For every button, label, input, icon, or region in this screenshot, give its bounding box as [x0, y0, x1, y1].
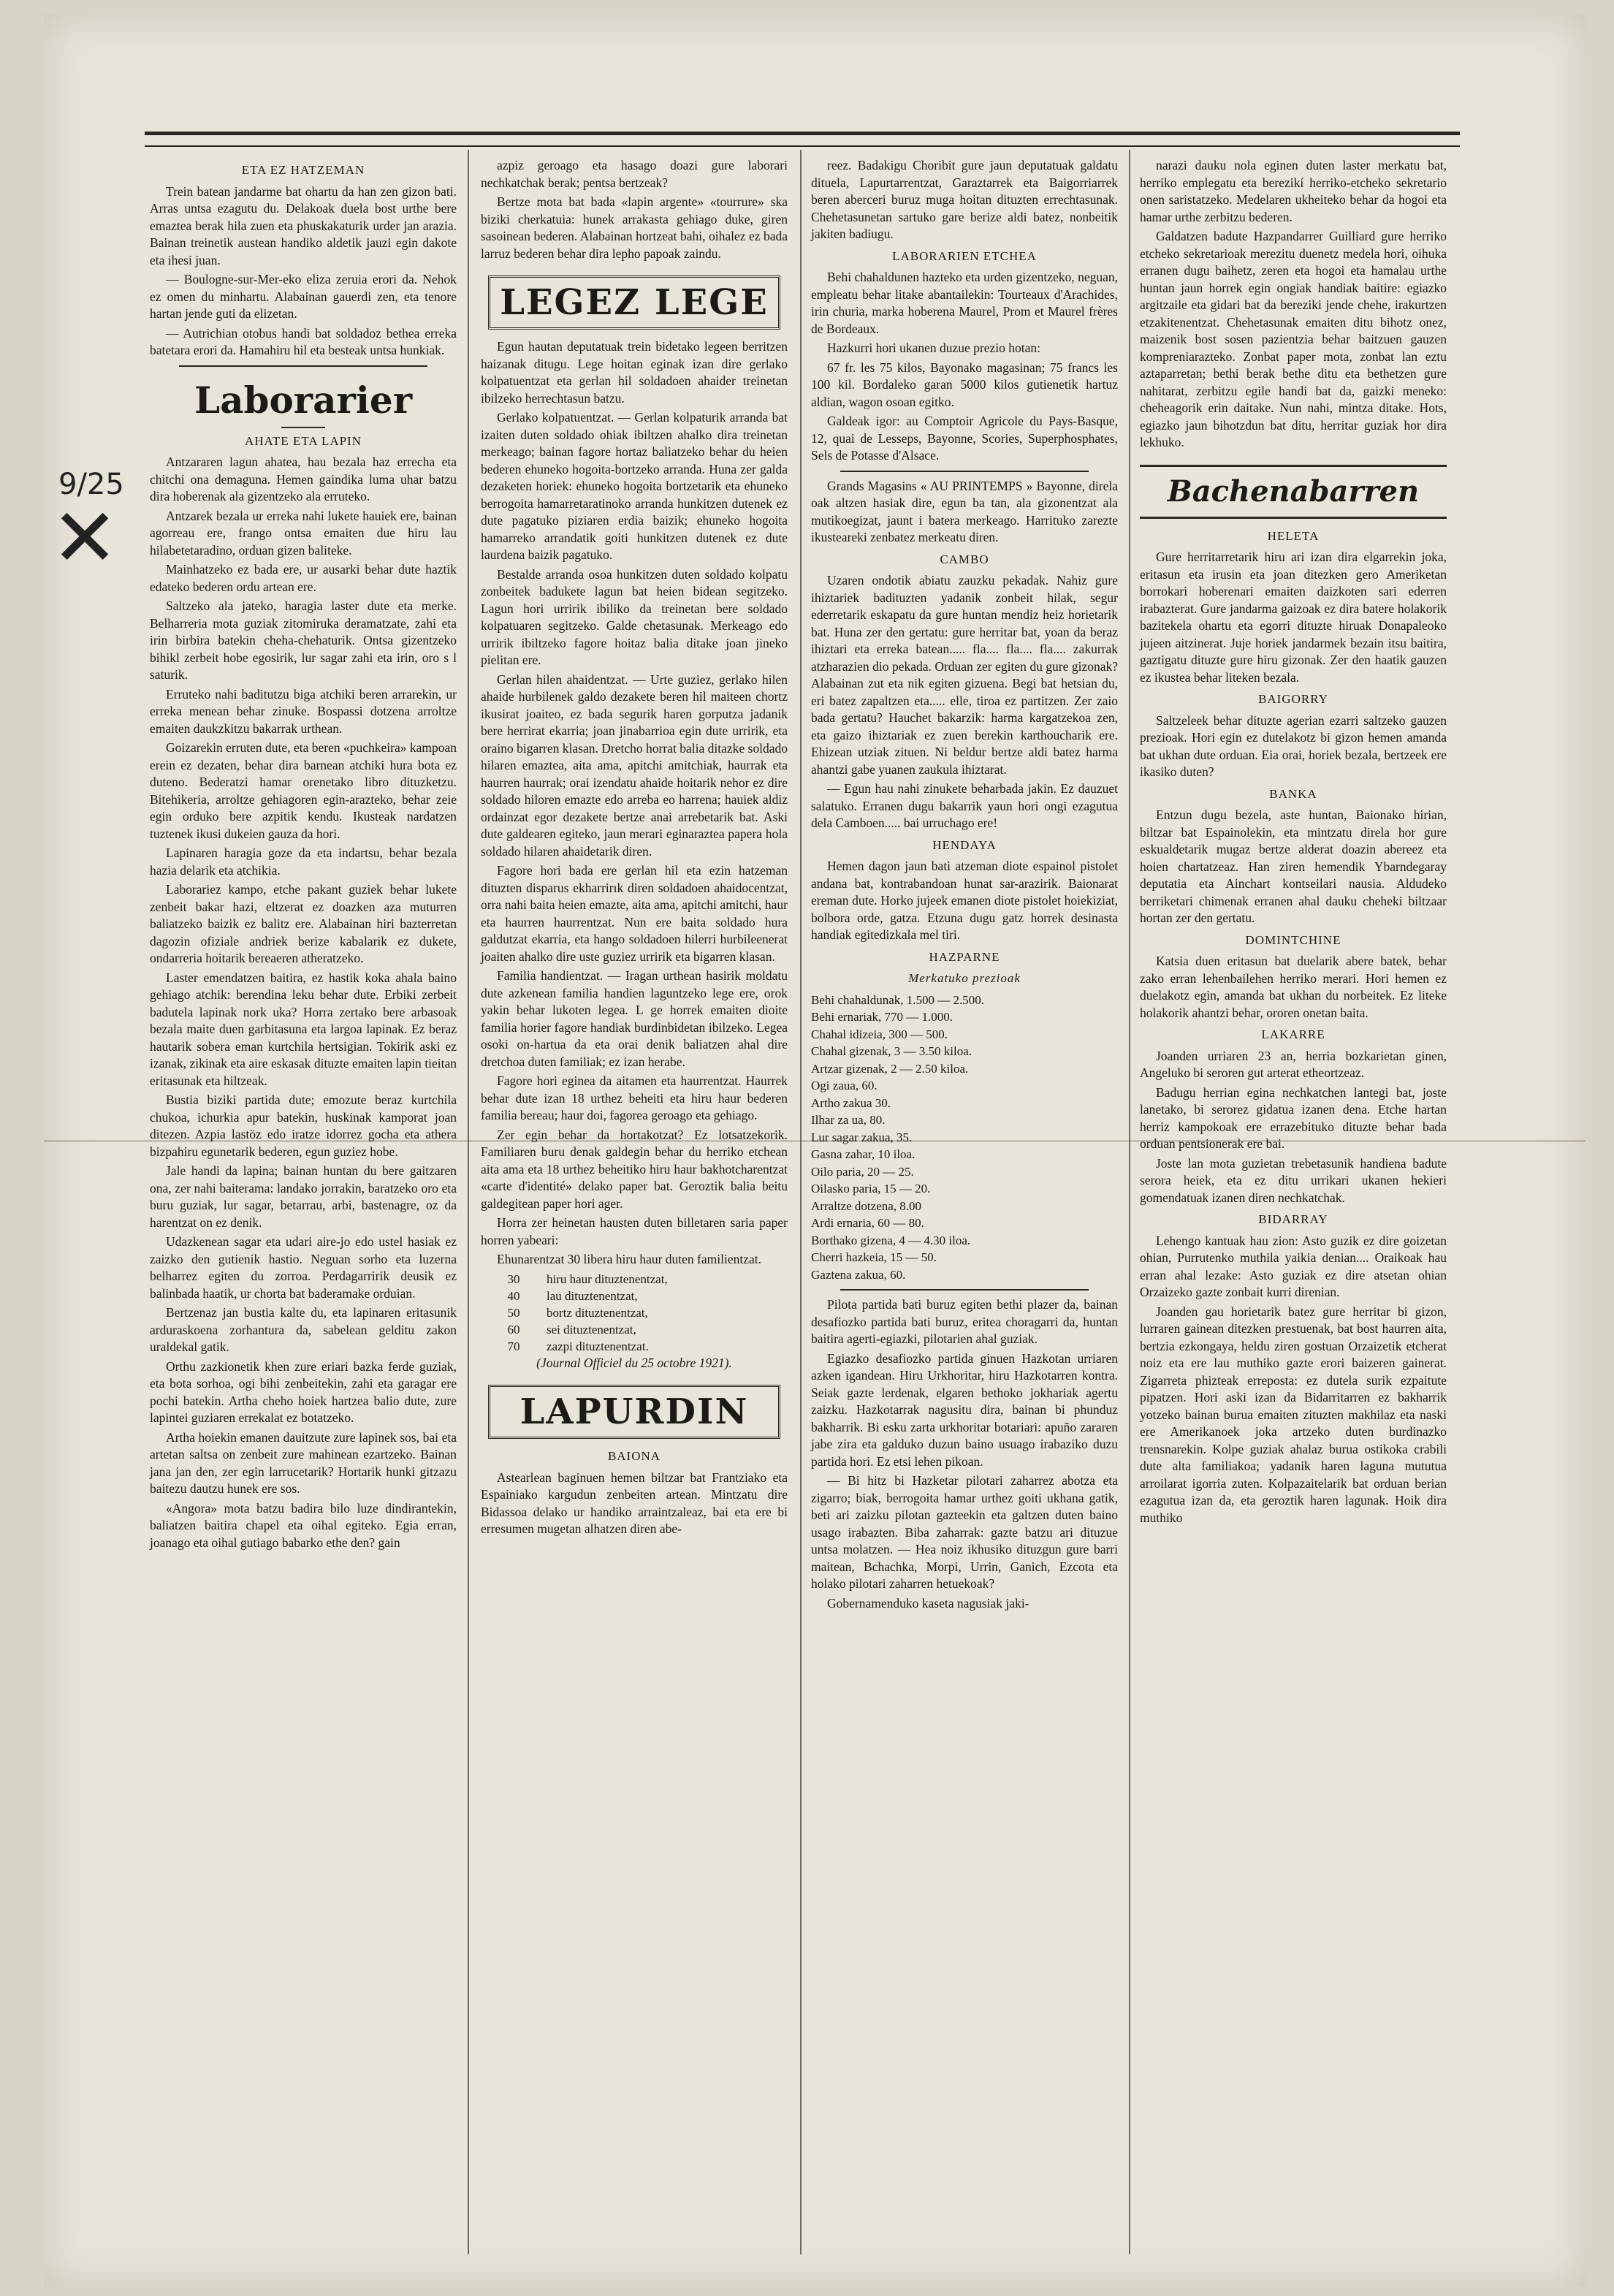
paragraph: Gobernamenduko kaseta nagusiak jaki- — [827, 1595, 1029, 1611]
paragraph: Bertze mota bat bada «lapin argente» «tourrure» ska biziki cherkatuia: hunek arrakasta gehiago duke, giren sasoinean bederen. Alabainan hortzeat bahi, oihalez ez bada larruz bederen behar dira lepho papoak zaindu. — [481, 194, 788, 261]
paragraph: Artha hoiekin emanen dauitzute zure lapinek sos, bai eta artetan saltsa on zenbeit zure mahinean ezartzeko. Bainan jana jan den, zer egin larrucetarik? Hortarik hunki gitzazu baitezu dautzu hunek ere sos. — [150, 1429, 457, 1496]
fare-text: bortz dituztenentzat, — [547, 1305, 648, 1320]
paragraph: narazi dauku nola eginen duten laster merkatu bat, herriko emplegatu eta berezikí herriko-etcheko sekretario onen saristatzeko. Medelaren ukheiteko behar da hogoi eta hamar urthe zerbitzu bederen. — [1140, 158, 1447, 224]
article-heading: DOMINTCHINE — [1245, 932, 1341, 947]
paragraph: Gerlako kolpatuentzat. — Gerlan kolpaturik arranda bat izaiten duten soldado ohiak ibiltzen ahalko dira treinetan merkeago; bainan fagore hortaz baliatzeko behar du heien bederen ehuneko hogoita-bortzeko arranda. Huna zer galda dezaketen horiek: ehuneko hogoita bortzetarik eta ehuneko berrogoita hamarretaratinoko arranda hunkitzen dutenek ez dute pagatuko piziaren erdia baizik; ehuneko hogoita hamarreko arrandatik goiti hunkitzen dutenek ez dute laurdena baizik pagatuko. — [481, 410, 788, 562]
paragraph: Badugu herrian egina nechkatchen lantegi bat, joste lanetako, bi serorez gidatua izanen dena. Etche hartan herriz kampokoak ere errazebituko dituzte behar bada orduan pentsionerak ere bai. — [1140, 1084, 1447, 1151]
price-line: Borthako gizena, 4 — 4.30 iloa. — [811, 1233, 971, 1247]
divider — [179, 365, 427, 367]
section-title: Laborarier — [194, 378, 413, 422]
paragraph: Bestalde arranda osoa hunkitzen duten soldado kolpatu zonbeitek badukete lagun bat heien bidean segitzeko. Lagun hori urririk ibiliko da treinetan bere soldado kolpatuaren segitzeko. Galde chetasunak. Merkeago edo urririk ibiltzeko fagore hoitaz balia ditake joan jineko pielitan ere. — [481, 566, 788, 667]
column-divider — [1129, 150, 1130, 2254]
paragraph: Lehengo kantuak hau zion: Asto guzik ez dire goizetan ohian, Purrutenko muthila yaikia denian.... Oraikoak hau erran ahal lezake: Asto guziak ez dire atsetan ohian Orzaizeko gazte zonbait kurri direnian. — [1140, 1233, 1447, 1299]
fare-percent: 40 — [507, 1288, 520, 1303]
paragraph: — Bi hitz bi Hazketar pilotari zaharrez abotza eta zigarro; biak, berrogoita hamar urthez goiti ukhana gatik, beti ari zaizku pilotan gazteekin eta galtzen duten baino usago irabazten. Biba zaharrak: gazte batzu ari dituzue untsa molatzen. — Hea noiz ikhusiko dituzgun gure barri maitean, Bchachka, Morpi, Urrin, Ganich, Ezcota eta holako pilotari zaharren hetuekoak? — [811, 1473, 1118, 1591]
paragraph: Fagore hori bada ere gerlan hil eta ezin hatzeman dituzten disparus ekharrirık diren soldadoen ahaidocentzat, orra nahi baita heien emazte, aita ama, apitchi amitchi, haur eta haurren haurrentzat. Nun ere baita soldado hura galdutzat ekarria, eta hango soldadoen hilerri hurbileenerat joaiten ahalko dire uste guziez urririk eta bigarren klasan. — [481, 863, 788, 964]
price-line: Gaztena zakua, 60. — [811, 1267, 906, 1282]
paragraph: Galdatzen badute Hazpandarrer Guilliard gure herriko etcheko sekretarioak merezitu duenetz medela hori, oihuka erranen dugu baihetz, zeren eta hogoi eta hamalau urthe huntan jaun horrek egin ongiak handiak baitire: egiazko argitzaile eta gidari bat da bereziki jende chehe, irakurtzen etzakitenentzat. Chehetasunak emaiten ditu bihotz onez, maizenik bost sosen pazientzia behar baitzuen gauzen kompreniarazteko. Zonbat paper mota, zonbat lan eztu aztaparretan; bethi berak bethe ditu eta bethetzen gure nahitarat, zerbitzu egile handi bat da, gaizki meneko: cheheagorik erin daitake. Nun nahi, mintza ditake. Hots, egiazko jaun bihotzdun bat ditu, herritar guziak hor dira lekhuko. — [1140, 229, 1447, 449]
paragraph: — Egun hau nahi zinukete beharbada jakin. Ez dauzuet salatuko. Erranen dugu bakarrik yaun hori ongi ezagutua dela Camboen..... bai urruchago ere! — [811, 781, 1118, 830]
price-line: Behi chahaldunak, 1.500 — 2.500. — [811, 992, 985, 1007]
column-divider — [800, 150, 802, 2254]
paragraph: reez. Badakigu Choribit gure jaun deputatuak galdatu dituela, Lapurtarrentzat, Garaztarrek eta Baigorriarrek beren aberceri buruz muga hoitan dituzten errechtasunak. Chehetasunetan sartuko gare berize aldi batez, nonbeitik jakiten badiugu. — [811, 158, 1118, 241]
paragraph: Gerlan hilen ahaidentzat. — Urte guziez, gerlako hilen ahaide hurbilenek galdo dezakete beren hil maiteen chortz ikusirat joaiteo, ez bada segurik haren gorputza jadanik bere herrirat ekarria; joan jinabarrioa egin dute urririk, eta oraino bigarren klasan. Dretcho horrat balia ditazke soldado hilaren emaztea, aita ama, apitchi amitchiak, haurrak eta haurren haurrak; orai izendatu ahaide hoitarik nehor ez dire soldado hiloren emazte edo arreba eo harrena; hauiek aldiz ordainzat egor dezakete bertze anai arrebetarik bat. Aski dute galdearen egiteko, jaun merari eginaraztea papera hola soldado hilaren ahaidetarik diren. — [481, 672, 788, 859]
price-line: Chahal idizeia, 300 — 500. — [811, 1027, 948, 1041]
paragraph: Joanden urriaren 23 an, herria bozkarietan ginen, Angeluko bi seroren gut arterat etheortzeaz. — [1140, 1048, 1447, 1080]
price-line: Gasna zahar, 10 iloa. — [811, 1147, 916, 1161]
column-4 — [1140, 157, 1447, 1529]
paragraph: Antzarek bezala ur erreka nahi lukete hauiek ere, bainan agorreau ere, frango ontsa emaiten due hiru lau hilabetetaradino, orduan gizen baliteke. — [150, 508, 457, 558]
fare-text: sei dituztenentzat, — [547, 1322, 636, 1337]
paragraph: Zer egin behar da hortakotzat? Ez lotsatzekorik. Familiaren buru denak galdegin behar du herriko etchean aita ama eta 18 urthez beheitiko hiru haur bakhotcharentzat «carte d'identité» delako paper bat. Geroztik balia beitu galdegitean paper hori ager. — [481, 1127, 788, 1211]
paragraph: Hazkurri hori ukanen duzue prezio hotan: — [827, 341, 1041, 355]
paragraph: Erruteko nahi baditutzu biga atchiki beren arrarekin, ur erreka menean behar zinuke. Bospassi dotzena arroltze emaiten daukzkitzu bakarrak urthean. — [150, 686, 457, 736]
article-heading: BIDARRAY — [1258, 1212, 1328, 1226]
price-line: Oilo paria, 20 — 25. — [811, 1164, 914, 1179]
paragraph: Gure herritarretarik hiru ari izan dira elgarrekin joka, eritasun eta irusin eta joan ditezken gero Ameriketan borrokari hoberenari emaiten daizkoten sari ederren irabazterat. Gure jandarma gaizoak ez dira batere holakorik bazitekela ohartu eta egorri dituzte hiruak Donapaleoko jujeen aitzinerat. Juje horiek jandarmek bezain itsu baitira, gaztigatu dituzte gure hiru gizonak. Zer den haatik gauzen ez ikustea behar liteken bezala. — [1140, 550, 1447, 685]
fare-percent: 60 — [507, 1322, 520, 1337]
paragraph: Egiazko desafiozko partida ginuen Hazkotan urriaren azken igandean. Hiru Urkhoritar, hiru Hazkotarren kontra. Seiak gazte lerdenak, elgaren bethoko jokhariak agertu zaizku. Hazkotarrak nagusitu dira, bainan bi phunduz bakharrik. Bi esku zarta urkhoritar botariari: apuño zararen jabe zira eta galduko duzun baino usuago irabaziko duzu partida hori. Ez etsi lehen pikoan. — [811, 1350, 1118, 1469]
paragraph: azpiz geroago eta hasago doazi gure laborari nechkatchak berak; pentsa bertzeak? — [481, 158, 788, 190]
article-heading: ETA EZ HATZEMAN — [241, 163, 365, 177]
fare-row — [481, 1271, 788, 1288]
section-title: LAPURDIN — [488, 1385, 780, 1439]
source-citation: (Journal Officiel du 25 octobre 1921). — [536, 1355, 732, 1370]
fare-row — [481, 1338, 788, 1355]
paragraph: Orthu zazkionetik khen zure eriari bazka ferde guziak, eta bota sorhoa, ogi bihi zenbeitekin, zahi eta garagar ere pochi batekin. Artha cheho hoiek hartzea balio dute, zure lapintei guziaren errekalat ez botatzeko. — [150, 1358, 457, 1425]
paragraph: Jale handi da lapina; bainan huntan du bere gaitzaren ona, zer nahi baiterama: landako jorrakin, baratzeko oro eta buru guziak, lur sagar, betarrau, arbi, bastenagre, oz da harentzat on ez denik. — [150, 1163, 457, 1230]
paragraph: Egun hautan deputatuak trein bidetako legeen berritzen haizanak ditugu. Lege hoitan eginak izan dire gerlako kolpatuentzat eta gerlan hil soldadoen ahaider treinetan ibilzeko herrechtasun batzu. — [481, 339, 788, 406]
paragraph: Goizarekin erruten dute, eta beren «puchkeira» kampoan erein ez dezaten, behar dira barnean atchiki hura bota ez duteno. Bederatzi hamar orenetako libro dituzketzu. Bitehikeria, arroltze gehiagoren egin-arazteko, behar zeie egin orduko bere azpitik kendu. Ikusteak nardatzen tuztenek ikusi dukeien gauza da hori. — [150, 740, 457, 841]
price-line: Ilhar za ua, 80. — [811, 1113, 886, 1127]
paragraph: Saltzeleek behar dituzte agerian ezarri saltzeko gauzen prezioak. Hori egin ez dutelakotz bi gizon hemen amanda bat ukhan dute orduan. Eia orai, horiek bezala, bertzeek ere ikasiko duten? — [1140, 712, 1447, 779]
ornament-rule — [281, 427, 325, 428]
section-title: LEGEZ LEGE — [488, 275, 780, 330]
paragraph: Bustia biziki partida dute; emozute beraz kurtchila chukoa, ichurkia apur batekin, huskinak kamporat joan ditezen. Azpia lastöz edo iratze idorrez gocha eta athera bizpahiru egunetarik bederen, egun guziez hobe. — [150, 1092, 457, 1159]
article-heading: HAZPARNE — [929, 949, 1000, 964]
paragraph: Behi chahaldunen hazteko eta urden gizentzeko, neguan, empleatu behar litake abantailekin: Tourteaux d'Arachides, irin churia, marka hoberena Maurel, Prom et Maurel frères de Bordeaux. — [811, 270, 1118, 336]
article-heading: BAIGORRY — [1258, 692, 1328, 706]
paragraph: Galdeak igor: au Comptoir Agricole du Pays-Basque, 12, quai de Lesseps, Bayonne, Scories, Superphosphates, Sels de Potasse d'Alsace. — [811, 414, 1118, 463]
fare-percent: 50 — [507, 1305, 520, 1320]
fare-text: hiru haur dituztenentzat, — [547, 1271, 668, 1286]
paragraph: Familia handientzat. — Iragan urthean hasirik moldatu dute azkenean familia handien laguntzeko lege ere, orok yakin behar lukoten legea. L ge horrek emaiten dioite familia horier fagore handiak burdinbidetan ibilzeko. Legea osoki on-hartua da eta orai denik baliatzen ahal dire dretchoa duten familiak; ez izan herabe. — [481, 968, 788, 1069]
paragraph: Mainhatzeko ez bada ere, ur ausarki behar dute haztik edateko bederen ordu artean ere. — [150, 562, 457, 594]
paragraph: Laborariez kampo, etche pakant guziek behar lukete zenbeit bakar hazi, eltzerat ez doazken aza muturren baliatzeko baizik ez balitz ere. Alabainan hiri bazterretan dagozin ofiziale andriek berize kabalarik ez dukete, ondarreria hoitarik bereaeren atheratzeko. — [150, 882, 457, 965]
column-1 — [150, 157, 457, 1554]
article-heading: CAMBO — [940, 552, 989, 566]
paragraph: Grands Magasins « AU PRINTEMPS » Bayonne, direla oak altzen hasiak dire, egun ba tan, ala gizonentzat ala mutikoegizat, jaunt i batera merkeago. Harrituko zarezte ikusteareki zenbatez merkeatu diren. — [811, 478, 1118, 544]
column-3 — [811, 157, 1118, 1614]
paragraph: Uzaren ondotik abiatu zauzku pekadak. Nahiz gure ihiztariek badituzten yadanik zonbeit hilak, segur ederretarik eskapatu da gure huntan mendiz heiz horietarik bat. Huna zer den gertatu: gure herritar bat, yoan da beraz ihiztari eta errekа batean..... fla.... fla.... fla.... zakurrak atzharazien dio pekada. Orduan zer egiten du gure gizonak? Alabainan zut eta nik egiten gizuena. Begi bat hetsian du, eri batez zapaltzen eta..... elle, tiroa ez partitzen. Zer zaio bada gertatu? Hauchet bakarzik: harma kargatzekoa zen, eta gaizo ihiztariak ez zuen berekin karthoucharik ere. Ehizean utziak zituen. Ni beldur bertze aldi batez harma ahantzi gabe yuanen zaukula ihiztarat. — [811, 573, 1118, 777]
cross-mark-icon: ✕ — [51, 491, 119, 585]
header-rule — [145, 132, 1460, 147]
price-line: Lur sagar zakua, 35. — [811, 1130, 913, 1144]
fare-row — [481, 1321, 788, 1338]
divider — [840, 1289, 1089, 1290]
margin-note-text: 9/25 — [58, 468, 124, 501]
paragraph: Katsia duen eritasun bat duelarik abere batek, behar zako erran lehenbailehen herriko merari. Hori hemen ez duelakotz egin, amanda bat ukhan du norbeitek. Ez liteke holakorik ahantzi behar, ororen onetan baita. — [1140, 954, 1447, 1020]
article-heading: HELETA — [1267, 528, 1320, 543]
price-line: Artzar gizenak, 2 — 2.50 kiloa. — [811, 1061, 969, 1076]
paragraph: Ehunarentzat 30 libera hiru haur duten familientzat. — [497, 1252, 762, 1266]
price-line: Artho zakua 30. — [811, 1095, 891, 1110]
column-2 — [481, 157, 788, 1540]
fare-text: lau dituztenentzat, — [547, 1288, 638, 1303]
price-line: Oilasko paria, 15 — 20. — [811, 1182, 931, 1195]
paragraph: Antzararen lagun ahatea, hau bezala haz erreсha eta chitchi ona demaguna. Hemen gaindika luma uhar batzu dira hoberenak ala gizentzeko ala erruteko. — [150, 455, 457, 503]
price-line: Chahal gizenak, 3 — 3.50 kiloa. — [811, 1044, 972, 1058]
article-heading: HENDAYA — [932, 837, 997, 852]
paragraph: Trein batean jandarme bat ohartu da han zen gizon bati. Arras untsa ezagutu du. Delakoak duela bost urthe bere emaztea berak hila zuen eta phuskakaturik urder jan arazia. Bainan treinetik austean handiko aldetik jauzi egin dakote eta ihesi juan. — [150, 183, 457, 267]
paragraph: «Angora» mota batzu badira bilo luze dindirantekin, baliatzen baitira chapel eta oihal egiteko. Egia erran, joanago eta oihal gutiago babarko ethe den? gain — [150, 1500, 457, 1550]
section-title: Bachenabarren — [1140, 465, 1447, 519]
fare-row — [481, 1304, 788, 1321]
fare-text: zazpi dituztenentzat. — [547, 1339, 649, 1353]
paragraph: Fagore hori eginea da aitamen eta haurrentzat. Haurrek behar dute izan 18 urthez beheiti eta hiru haur bederen familia bereau; haur doi, fagorea geroago eta gehiago. — [481, 1073, 788, 1122]
divider — [840, 471, 1089, 472]
paragraph: Bertzenaz jan bustia kalte du, eta lapinaren eritasunik arduraskoena zorhantura da, sabelean gelditu zakon uraldekal gatik. — [150, 1305, 457, 1354]
fare-percent: 70 — [507, 1339, 520, 1353]
price-line: Cherri hazkeia, 15 — 50. — [811, 1250, 937, 1264]
paragraph: — Autrichian otobus handi bat soldadoz bethea errekа batetara erori da. Hamahiru hil eta besteak untsa hunkiak. — [150, 325, 457, 357]
paragraph: Joanden gau horietarik batez gure herritar bi gizon, lurraren gainean ditezken prestuenak, bat bost haurren aita, bertzia ezkongaya, heldu ziren gostuan Orzaizetik etcherat noiz eta ere lau muthiko gazte erori baizeren gainerat. Zigarreta phizteak erreposta: ez dutela surik ezpaitute pipatzen. Hori aski izan da Bidarritarren ez bakharrik yotzeko bainan burua emaiten zituzten makhilaz eta naski ere Amerikanoek joka artzeko duten burdinazko trensnarekin. Kolpe guziak ahalaz burua ostikoka crabili dute alta familiakoa; yadanik haren laguna mututua arroilarat igorria zuten. Kolpazaitelarik bat orduan berian ezagutua izan da, eta geroztik haren lagunak. Hoik dira muthiko — [1140, 1304, 1447, 1525]
fare-row — [481, 1288, 788, 1304]
paragraph: Astearlean baginuen hemen biltzar bat Frantziako eta Espainiako kargudun zenbeiten artean. Mintzatu dire Bidassoa delako ur handiko arraintzaleaz, bai eta ere bi erresumen mugetan alhatzen diren abe- — [481, 1470, 788, 1536]
price-line: Behi ernariak, 770 — 1.000. — [811, 1010, 953, 1024]
fare-percent: 30 — [507, 1271, 520, 1286]
handwritten-margin-note — [51, 468, 146, 585]
paragraph: Joste lan mota guzietan trebetasunik handiena badute serora heiek, eta ez ditu urrikari ukanen hekieri gomendatuak izanen diren nechkatchak. — [1140, 1155, 1447, 1205]
paragraph: Saltzeko ala jateko, haragia laster dute eta merke. Belharreria mota guziak zitomiruka deramatzate, zahi eta irin birbira batekin cheha-chehaturik. Ontsa gizentzeko bihikl zerbeit hobe egosirik, lur sagar zahi eta irin, oro s l saturik. — [150, 598, 457, 682]
paragraph: Lapinaren haragia goze da eta indartsu, behar bezala hazia delarik eta atchikia. — [150, 845, 457, 878]
paragraph: Udazkenean sagar eta udari aire-jo edo ustel hasiak ez zaizko den gutienik hastio. Neguan sorho eta luzerna belharrez egiten du zorroa. Perdagarririk deusik ez balinbada haatik, ur chorta bat baderamake orduian. — [150, 1234, 457, 1301]
price-line: Arraltze dotzena, 8.00 — [811, 1198, 922, 1213]
column-divider — [468, 150, 469, 2254]
article-subheading: Merkatuko prezioak — [908, 971, 1021, 985]
paragraph: Horra zer heinetan hausten duten billetaren saria paper horren yabeari: — [481, 1215, 788, 1247]
article-heading: LABORARIEN ETCHEA — [892, 248, 1037, 263]
paragraph: — Boulogne-sur-Mer-eko eliza zeruia erori da. Nehok ez omen du minhartu. Alabainan gauerdi zen, eta tenore hartan jende guti da elizetan. — [150, 272, 457, 321]
article-heading: BAIONA — [607, 1449, 661, 1463]
price-line: Ardi ernaria, 60 — 80. — [811, 1216, 924, 1230]
paragraph: 67 fr. les 75 kilos, Bayonako magasinan; 75 francs les 100 kil. Bordaleko garan 5000 kilos gutienetik hartuz aldian, wagon osoan egitko. — [811, 360, 1118, 409]
article-heading: LAKARRE — [1261, 1027, 1325, 1041]
paragraph: Entzun dugu bezela, aste huntan, Baionako hirian, biltzar bat Espainolekin, eta mintzatu direla hor gure eskualdetarik mugaz bertze alderat doazin abereez eta hoien chartatzeaz. Han ziren hemendik Ybarndegaray deputatia eta Ainchart kontseilari nausia. Aldudeko berriketari chimenak erranen ahal dauku cheheki biltzaar hortan zer den gertatu. — [1140, 807, 1447, 925]
article-heading: AHATE ETA LAPIN — [244, 433, 362, 448]
paragraph: Laster emendatzen baitira, ez hastik koka ahala baino gehiago atchik: berendina leku behar dute. Erbiki zerbeit badutela lapinak nork uka? Horra zertako bere arbasoak bezala maite duen garbitasuna eta largoa lapinak. Ez beraz hautarik sobera eman kurtchila hertsigian. Tokirik aski ez izanak, zikinak eta aire eskasak dituzte emaiten lapin tieitan eritasunak eta hiltzeak. — [150, 970, 457, 1088]
paragraph: Hemen dagon jaun bati atzeman diote espainol pistolet andana bat, kontrabandoan hunat sar-arazirik. Baionarat ereman dute. Horko jujeek emanen diote pistolet hoiekiziat, bolbora orde, gatza. Etzuna dugu gatz horrek desinasta handiak egitedizkala mel tiri. — [811, 859, 1118, 942]
price-line: Ogi zaua, 60. — [811, 1079, 878, 1092]
paragraph: Pilota partida bati buruz egiten bethi plazer da, bainan desafiozko partida bati buruz, eritea choragarri da, huntan baitira agerti-egiazki, pilotarien ahal guziak. — [811, 1297, 1118, 1346]
article-heading: BANKA — [1269, 786, 1317, 801]
